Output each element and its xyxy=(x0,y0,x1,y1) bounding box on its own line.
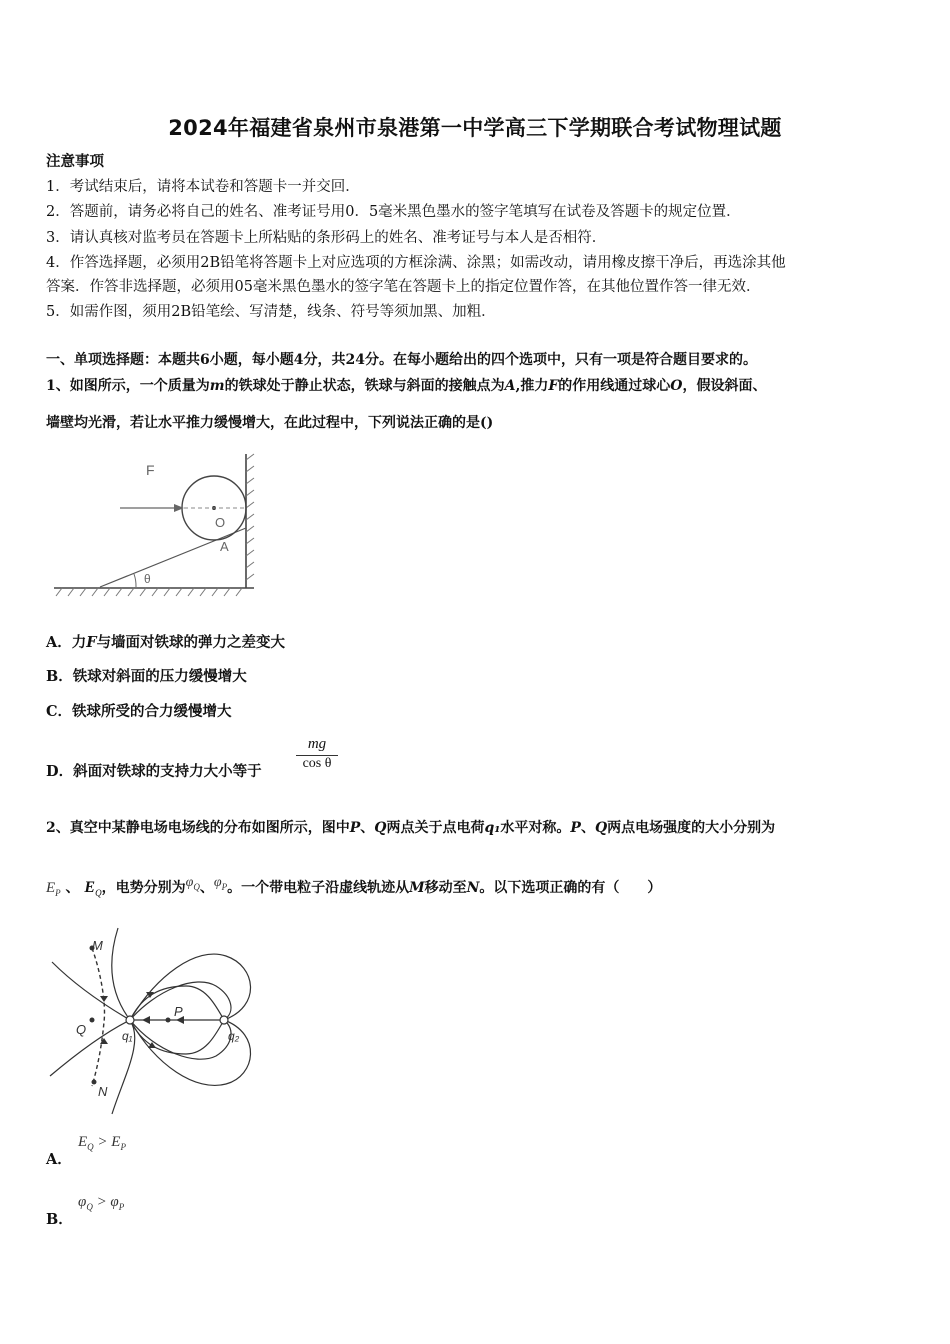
q1-option-d-fraction: $\frac{mg}{\text{cos θ}}$ xyxy=(296,736,338,772)
q1-option-b[interactable]: B．铁球对斜面的压力缓慢增大 xyxy=(46,668,247,685)
q1-option-d[interactable]: D．斜面对铁球的支持力大小等于 xyxy=(46,763,262,780)
q2-figure xyxy=(46,926,276,1116)
notice-item: 2．答题前，请务必将自己的姓名、准考证号用0．5毫米黑色墨水的签字笔填写在试卷及答题卡的规定位置． xyxy=(46,204,741,220)
label-q2: q₂ xyxy=(228,1029,240,1043)
q2-option-a[interactable]: A． xyxy=(46,1151,72,1168)
q2-option-b[interactable]: B． xyxy=(46,1211,73,1228)
q1-stem-line2: 墙壁均光滑，若让水平推力缓慢增大，在此过程中，下列说法正确的是() xyxy=(46,415,494,431)
q2-option-b-math: $\varphi_Q > \varphi_P$ xyxy=(78,1194,125,1212)
q2-option-a-math: $E_Q > E_P$ xyxy=(78,1134,126,1152)
notice-item: 3．请认真核对监考员在答题卡上所粘贴的条形码上的姓名、准考证号与本人是否相符． xyxy=(46,230,607,246)
label-N: N xyxy=(98,1084,108,1099)
section-heading: 一、单项选择题：本题共6小题，每小题4分，共24分。在每小题给出的四个选项中，只有一项是符合题目要求的。 xyxy=(46,352,757,368)
notice-item: 4．作答选择题，必须用2B铅笔将答题卡上对应选项的方框涂满、涂黑；如需改动，请用橡皮擦干净后，再选涂其他 xyxy=(46,255,786,271)
label-A: A xyxy=(220,539,229,554)
q1-stem-line1: 1、如图所示，一个质量为m的铁球处于静止状态，铁球与斜面的接触点为A,推力F的作用线通过球心O，假设斜面、 xyxy=(46,378,767,394)
q1-figure xyxy=(48,450,258,600)
notice-item: 答案．作答非选择题，必须用05毫米黑色墨水的签字笔在答题卡上的指定位置作答，在其他位置作答一律无效． xyxy=(46,279,761,295)
label-q1: q₁ xyxy=(122,1029,133,1043)
q2-stem-line2: $E_P$ 、 $E_Q$，电势分别为$\varphi_Q$、$\varphi_P$。一个带电粒子沿虚线轨迹从M移动至N。以下选项正确的有（ ） xyxy=(46,875,662,899)
q1-option-c[interactable]: C．铁球所受的合力缓慢增大 xyxy=(46,703,232,720)
label-Q: Q xyxy=(76,1022,87,1037)
notice-item: 5．如需作图，须用2B铅笔绘、写清楚，线条、符号等须加黑、加粗． xyxy=(46,304,496,320)
label-theta: θ xyxy=(144,572,151,586)
label-F: F xyxy=(146,462,155,478)
page-title: 2024年福建省泉州市泉港第一中学高三下学期联合考试物理试题 xyxy=(168,116,782,140)
label-O: O xyxy=(215,515,226,530)
q2-stem-line1: 2、真空中某静电场电场线的分布如图所示，图中P、Q两点关于点电荷q₁水平对称。P、Q两点电场强度的大小分别为 xyxy=(46,820,776,836)
notice-heading: 注意事项 xyxy=(46,153,104,170)
notice-item: 1．考试结束后，请将本试卷和答题卡一并交回． xyxy=(46,179,360,195)
q1-option-a[interactable]: A．力F与墙面对铁球的弹力之差变大 xyxy=(46,634,286,651)
label-P: P xyxy=(174,1004,183,1019)
label-M: M xyxy=(92,938,103,953)
